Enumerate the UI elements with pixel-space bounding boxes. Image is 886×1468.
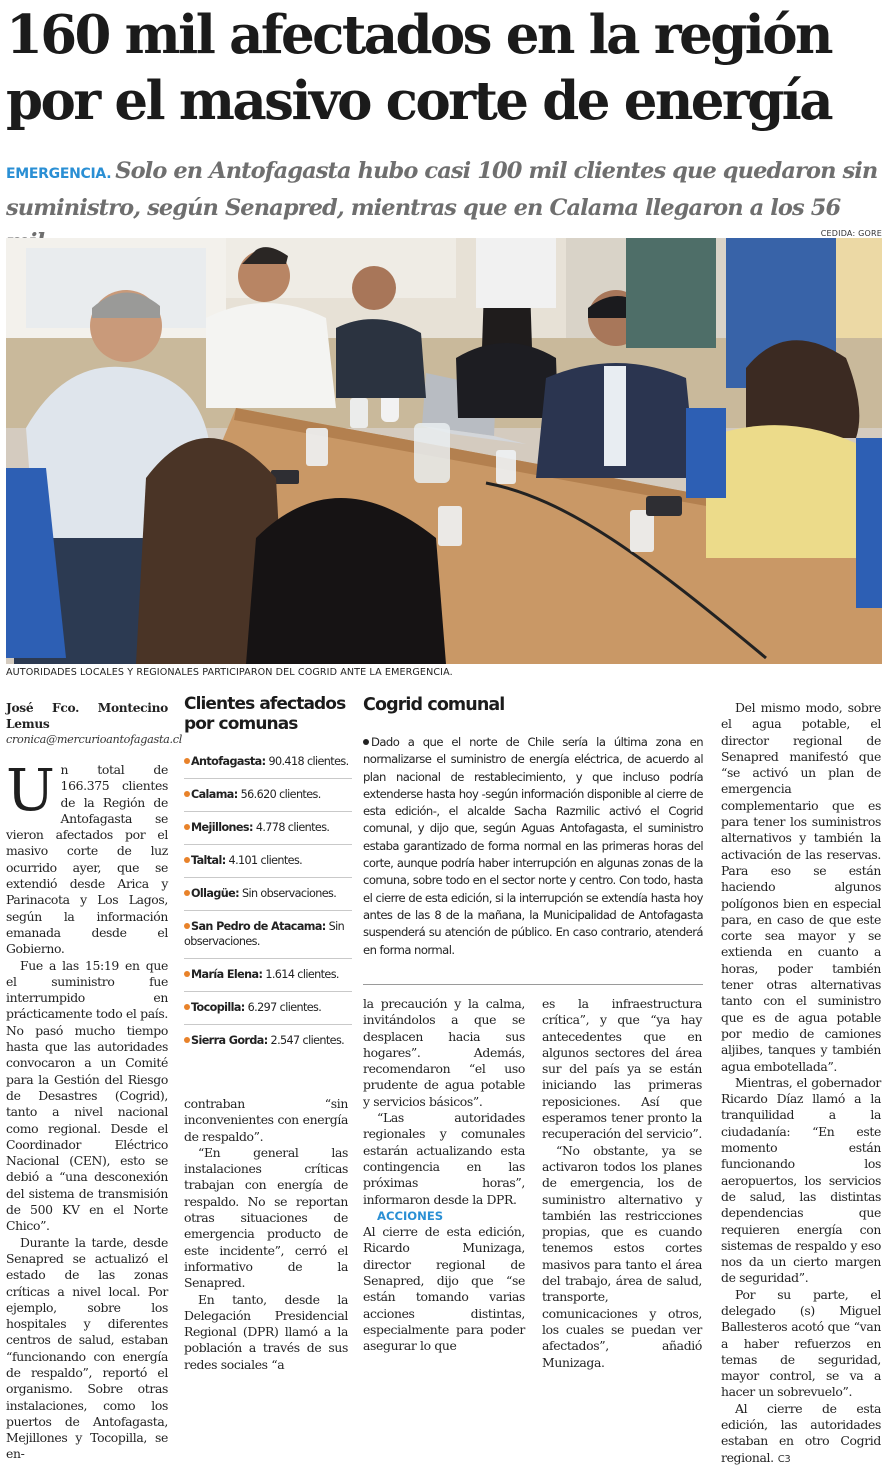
bullet-icon bbox=[184, 791, 190, 797]
divider bbox=[363, 984, 703, 985]
news-photo bbox=[6, 238, 882, 664]
article-paragraph: Al cierre de esta edición, Ricardo Munizaga, director regional de Senapred, dijo que “se están tomando varias acciones distintas, especialmente para poder asegurar lo que bbox=[363, 1224, 525, 1354]
list-item: Taltal: 4.101 clientes. bbox=[184, 845, 352, 878]
cogrid-body: Dado a que el norte de Chile sería la última zona en normalizarse el suministro de energía eléctrica, de acuerdo al plan nacional de restablecimiento, y que incluso podría extenderse hasta hoy -según información disponible al cierre de esta edición-, el alcalde Sacha Razmilic activó el Cogrid comunal, y dijo que, según Aguas Antofagasta, el suministro estaba garantizado de forma normal en las primeras horas del corte, aunque podría haber interrupción en algunas zonas de la comuna, sobre todo en el sector norte y centro. Con todo, hasta el cierre de esta edición, si la interrupción se extendía hasta hoy antes de las 8 de la mañana, la Municipalidad de Antofagasta suspenderá su atención de público. En caso contrario, atenderá en forma normal. bbox=[363, 735, 703, 957]
bullet-icon bbox=[184, 1037, 190, 1043]
list-item: San Pedro de Atacama: Sin observaciones. bbox=[184, 911, 352, 959]
byline-name: José Fco. Montecino Lemus bbox=[6, 701, 168, 731]
article-paragraph: “En general las instalaciones críticas trabajan con energía de respaldo. No se reportan otras situaciones de emergencia producto de este incidente”, cerró el informativo de la Senapred. bbox=[184, 1144, 348, 1291]
bullet-icon bbox=[184, 857, 190, 863]
article-paragraph: Al cierre de esta edición, las autoridades estaban en otro Cogrid regional. C3 bbox=[721, 1400, 881, 1465]
headline bbox=[6, 2, 882, 134]
meeting-photo-illustration bbox=[6, 238, 882, 664]
article-paragraph: es la infraestructura crítica”, y que “ya hay antecedentes que en algunos sectores del área sur del país ya se están iniciando las primeras reposiciones. Así que esperamos tener pronto la recuperación del servicio”. bbox=[542, 996, 702, 1142]
box-title: Clientes afectados por comunas bbox=[184, 694, 346, 734]
bullet-icon bbox=[363, 739, 369, 745]
list-item: Mejillones: 4.778 clientes. bbox=[184, 812, 352, 845]
list-item: Calama: 56.620 clientes. bbox=[184, 779, 352, 812]
article-column-1 bbox=[6, 700, 183, 1463]
headline-line-2: por el masivo corte de energía bbox=[6, 70, 831, 132]
article-column-4 bbox=[542, 996, 702, 1371]
list-item: Antofagasta: 90.418 clientes. bbox=[184, 746, 352, 779]
article-paragraph: Por su parte, el delegado (s) Miguel Ballesteros acotó que “van a haber refuerzos en temas de seguridad, mayor control, se va a hacer un sobrevuelo”. bbox=[721, 1286, 881, 1400]
bullet-icon bbox=[184, 824, 190, 830]
article-paragraph: Mientras, el gobernador Ricardo Díaz llamó a la tranquilidad a la ciudadanía: “En este momento están funcionando los aeropuertos, los servicios de salud, las distintas dependencias que requieren energía con sistemas de respaldo y eso nos da un cierto margen de seguridad”. bbox=[721, 1074, 881, 1286]
article-column-5 bbox=[721, 700, 881, 1468]
byline-email[interactable]: cronica@mercurioantofagasta.cl bbox=[6, 733, 183, 746]
bullet-icon bbox=[184, 923, 190, 929]
article-paragraph: Durante la tarde, desde Senapred se actualizó el estado de las zonas críticas a nivel local. Por ejemplo, sobre los hospitales y diferentes centros de salud, estaban “funcionando con energía de respaldo”, reportó el organismo. Sobre otras instalaciones, como los puertos de Antofagasta, Mejillones y Tocopilla, se en- bbox=[6, 1234, 168, 1462]
bullet-icon bbox=[184, 758, 190, 764]
article-paragraph: “No obstante, ya se activaron todos los planes de emergencia, los de suministro alternativo y también las restricciones propias, que es cuando tenemos estos cortes masivos para tanto el área del trabajo, área de salud, transporte, comunicaciones y otros, los cuales se puedan ver afectados”, añadió Munizaga. bbox=[542, 1142, 702, 1370]
list-item: Tocopilla: 6.297 clientes. bbox=[184, 992, 352, 1025]
article-paragraph: “Las autoridades regionales y comunales estarán actualizando esta contingencia en las próximas horas”, informaron desde la DPR. bbox=[363, 1110, 525, 1207]
bullet-icon bbox=[184, 890, 190, 896]
affected-clients-box bbox=[184, 694, 352, 1057]
end-mark-icon: C3 bbox=[777, 1453, 791, 1465]
section-subhead: ACCIONES bbox=[377, 1208, 444, 1223]
list-item: María Elena: 1.614 clientes. bbox=[184, 959, 352, 992]
bullet-icon bbox=[184, 1004, 190, 1010]
cogrid-title: Cogrid comunal bbox=[363, 695, 505, 715]
drop-cap: U bbox=[6, 756, 55, 824]
article-paragraph: Del mismo modo, sobre el agua potable, el director regional de Senapred manifestó que “se activó un plan de emergencia complementario que es para tener los suministros alternativos y también la activación de las reservas. Para eso se están haciendo algunos polígonos bien en especial para, en caso de que este corte sea mayor y se extienda en cuanto a horas, poder también tener otras alternativas tanto con el suministro que es de agua potable por medio de camiones aljibes, tanques y también agua embotellada”. bbox=[721, 700, 881, 1074]
photo-caption: AUTORIDADES LOCALES Y REGIONALES PARTICIPARON DEL COGRID ANTE LA EMERGENCIA. bbox=[6, 667, 453, 678]
list-item: Sierra Gorda: 2.547 clientes. bbox=[184, 1025, 352, 1057]
list-item: Ollagüe: Sin observaciones. bbox=[184, 878, 352, 911]
article-paragraph: contraban “sin inconvenientes con energía de respaldo”. bbox=[184, 1096, 348, 1144]
article-column-2 bbox=[184, 1096, 348, 1373]
deck-text: Solo en Antofagasta hubo casi 100 mil clientes que quedaron sin suministro, según Senapred, mientras que en Calama llegaron a los 56 bbox=[6, 158, 878, 221]
article-paragraph: Un total de 166.375 clientes de la Región de Antofagasta se vieron afectados por el masivo corte de luz ocurrido ayer, que se extendió desde Arica y Parinacota y Los Lagos, según la información emanada desde el Gobierno. bbox=[6, 756, 168, 957]
article-column-3 bbox=[363, 996, 525, 1355]
article-paragraph: En tanto, desde la Delegación Presidencial Regional (DPR) llamó a la población a través de sus redes sociales “a bbox=[184, 1291, 348, 1372]
deck-kicker: EMERGENCIA. bbox=[6, 166, 112, 182]
box-list bbox=[184, 746, 352, 1057]
article-paragraph: la precaución y la calma, invitándolos a que se desplacen hacia sus hogares”. Además, recomendaron “el uso prudente de agua potable y servicios básicos”. bbox=[363, 996, 525, 1109]
headline-line-1: 160 mil afectados en la región bbox=[6, 4, 831, 66]
bullet-icon bbox=[184, 971, 190, 977]
article-paragraph: Fue a las 15:19 en que el suministro fue interrumpido en prácticamente todo el país. No pasó mucho tiempo hasta que las autoridades convocaron a un Comité para la Gestión del Riesgo de Desastres (Cogrid), tanto a nivel nacional como regional. Desde el Coordinador Eléctrico Nacional (CEN), esto se debió a “una desconexión del sistema de transmisión de 500 KV en el Norte Chico”. bbox=[6, 957, 168, 1234]
photo-credit: CEDIDA: GORE bbox=[820, 229, 882, 238]
